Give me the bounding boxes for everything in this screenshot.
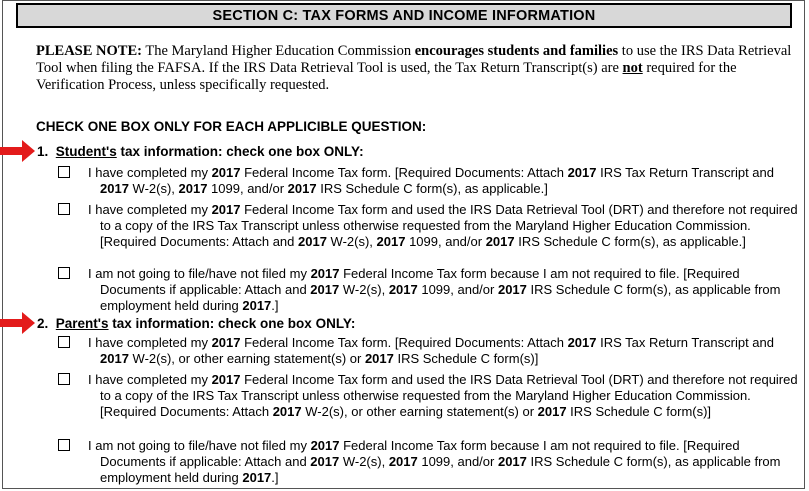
section-title: SECTION C: TAX FORMS AND INCOME INFORMATION: [212, 7, 596, 24]
q2-option-1: [58, 335, 802, 367]
q1-option-2-checkbox[interactable]: [58, 203, 70, 215]
q2-option-1-text: I have completed my 2017 Federal Income Tax form. [Required Documents: Attach 2017 IRS Tax Return Transcript and 2017 W-2(s), or other earning statement(s) or 2017 IRS Schedule C form(s)]: [88, 335, 774, 366]
q1-option-3: [58, 266, 802, 314]
question-1-who: Student's: [55, 144, 117, 159]
q2-option-3: [58, 438, 802, 486]
note-lead: PLEASE NOTE:: [36, 43, 142, 59]
question-1-label: 1. Student's tax information: check one box ONLY:: [37, 144, 364, 159]
q2-option-3-checkbox[interactable]: [58, 439, 70, 451]
q2-option-2-checkbox[interactable]: [58, 373, 70, 385]
note-not: not: [622, 60, 643, 76]
question-2-label: 2. Parent's tax information: check one box ONLY:: [37, 316, 356, 331]
q2-option-1-checkbox[interactable]: [58, 336, 70, 348]
q1-option-1-checkbox[interactable]: [58, 166, 70, 178]
note-emphasis: encourages students and families: [414, 43, 619, 59]
q1-option-2: [58, 202, 802, 250]
q2-option-2: [58, 372, 802, 420]
q1-option-1-text: I have completed my 2017 Federal Income Tax form. [Required Documents: Attach 2017 IRS Tax Return Transcript and 2017 W-2(s), 2017 1099, and/or 2017 IRS Schedule C form(s), as applicable.]: [88, 165, 774, 196]
q2-option-3-text: I am not going to file/have not filed my 2017 Federal Income Tax form because I am not required to file. [Required Documents if applicable: Attach and 2017 W-2(s), 2017 1099, and/or 2017 IRS Schedule C form(s), as applicable from employment held during 2017.]: [88, 438, 781, 485]
please-note-paragraph: PLEASE NOTE: The Maryland Higher Education Commission encourages students and families to use the IRS Data Retrieval Tool when filing the FAFSA. If the IRS Data Retrieval Tool is used, the Tax Return Transcript(s) are not required for the Verification Process, unless specifically requested.: [36, 43, 792, 93]
section-header: [16, 3, 792, 28]
q2-option-2-text: I have completed my 2017 Federal Income Tax form and used the IRS Data Retrieval Tool (DRT) and therefore not required to a copy of the IRS Tax Transcript unless otherwise requested from the Maryland Higher Education Commission. [Required Documents: Attach 2017 W-2(s), or other earning statement(s) or 2017 IRS Schedule C form(s)]: [88, 372, 798, 419]
q1-option-3-text: I am not going to file/have not filed my 2017 Federal Income Tax form because I am not required to file. [Required Documents if applicable: Attach and 2017 W-2(s), 2017 1099, and/or 2017 IRS Schedule C form(s), as applicable from employment held during 2017.]: [88, 266, 781, 313]
q1-option-2-text: I have completed my 2017 Federal Income Tax form and used the IRS Data Retrieval Tool (DRT) and therefore not required to a copy of the IRS Tax Transcript unless otherwise requested from the Maryland Higher Education Commission. [Required Documents: Attach and 2017 W-2(s), 2017 1099, and/or 2017 IRS Schedule C form(s), as applicable.]: [88, 202, 798, 249]
check-one-box-heading: CHECK ONE BOX ONLY FOR EACH APPLICIBLE QUESTION:: [36, 119, 427, 134]
right-arrow-icon: [0, 312, 36, 334]
q1-option-3-checkbox[interactable]: [58, 267, 70, 279]
question-2-who: Parent's: [55, 316, 109, 331]
right-arrow-icon: [0, 140, 36, 162]
q1-option-1: [58, 165, 802, 197]
